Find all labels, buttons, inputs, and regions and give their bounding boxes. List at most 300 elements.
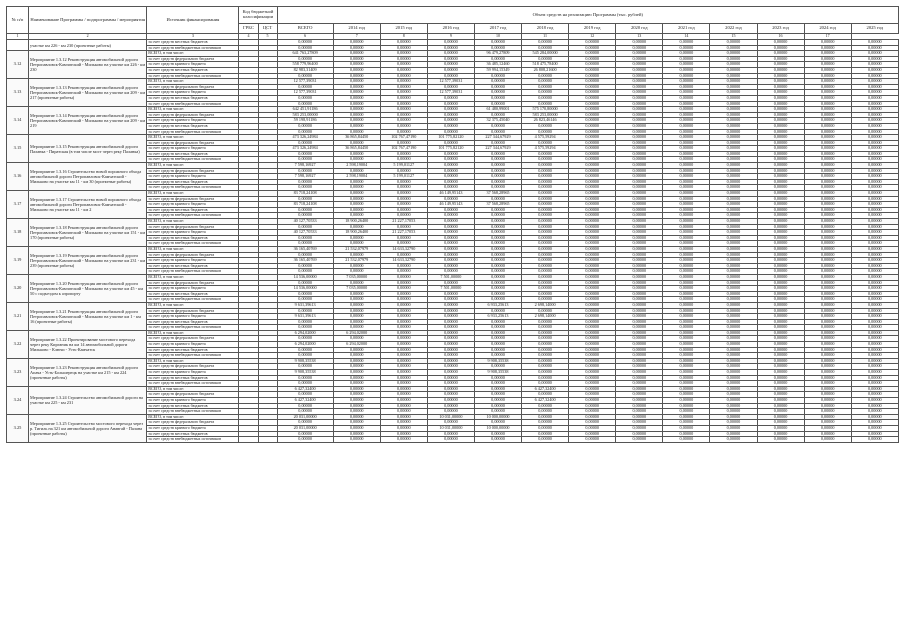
- header-year: 2019 год: [569, 24, 616, 34]
- value-cell: 0,00000: [474, 308, 521, 314]
- value-cell: 0,00000: [804, 174, 851, 180]
- value-cell: 21 532,07979: [333, 258, 380, 264]
- fin-source-cell: за счет средств местных бюджетов: [147, 207, 239, 213]
- value-cell: 0,00000: [380, 286, 427, 292]
- value-cell: 0,00000: [616, 123, 663, 129]
- value-cell: 0,00000: [380, 302, 427, 308]
- value-cell: 0,00000: [616, 319, 663, 325]
- value-cell: 0,00000: [757, 280, 804, 286]
- value-cell: 0,00000: [804, 269, 851, 275]
- value-cell: 0,00000: [277, 308, 333, 314]
- value-cell: 0,00000: [427, 241, 474, 247]
- value-cell: 518 475,78400: [522, 62, 569, 68]
- value-cell: 0,00000: [333, 302, 380, 308]
- value-cell: 0,00000: [333, 79, 380, 85]
- value-cell: 0,00000: [616, 358, 663, 364]
- value-cell: 0,00000: [663, 280, 710, 286]
- value-cell: 0,00000: [522, 101, 569, 107]
- value-cell: 0,00000: [663, 342, 710, 348]
- value-cell: 0,00000: [757, 241, 804, 247]
- value-cell: 0,00000: [757, 40, 804, 46]
- value-cell: 0,00000: [616, 224, 663, 230]
- value-cell: 0,00000: [569, 386, 616, 392]
- value-cell: 0,00000: [522, 308, 569, 314]
- value-cell: 0,00000: [710, 308, 757, 314]
- value-cell: 0,00000: [569, 67, 616, 73]
- value-cell: 0,00000: [663, 392, 710, 398]
- value-cell: 0,00000: [757, 230, 804, 236]
- value-cell: 0,00000: [616, 286, 663, 292]
- value-cell: 46 149,95143: [427, 191, 474, 197]
- value-cell: 4 575,59294: [522, 146, 569, 152]
- value-cell: 0,00000: [569, 202, 616, 208]
- value-cell: 0,00000: [757, 56, 804, 62]
- value-cell: 0,00000: [277, 95, 333, 101]
- fin-source-cell: за счет средств внебюджетных источников: [147, 297, 239, 303]
- value-cell: 0,00000: [474, 174, 521, 180]
- value-cell: 0,00000: [427, 375, 474, 381]
- value-cell: 0,00000: [380, 67, 427, 73]
- value-cell: 0,00000: [663, 398, 710, 404]
- value-cell: 0,00000: [380, 196, 427, 202]
- value-cell: 0,00000: [851, 224, 898, 230]
- value-cell: 0,00000: [569, 358, 616, 364]
- column-number: 9: [427, 34, 474, 40]
- value-cell: 0,00000: [710, 403, 757, 409]
- value-cell: 0,00000: [804, 196, 851, 202]
- value-cell: 0,00000: [380, 107, 427, 113]
- value-cell: 0,00000: [710, 398, 757, 404]
- value-cell: 0,00000: [474, 40, 521, 46]
- value-cell: 0,00000: [663, 185, 710, 191]
- header-year: 2022 год: [710, 24, 757, 34]
- value-cell: 0,00000: [333, 213, 380, 219]
- value-cell: 0,00000: [804, 375, 851, 381]
- value-cell: 0,00000: [616, 241, 663, 247]
- value-cell: 0,00000: [380, 347, 427, 353]
- row-name: Мероприятие 1.3.20 Реконструкция автомобильной дороги Петропавловск-Камчатский - Мильково на участке км 45 - км 50 с подъездом к аэропорту: [29, 274, 147, 302]
- value-cell: 0,00000: [474, 157, 521, 163]
- value-cell: 36 485,12460: [474, 62, 521, 68]
- column-number: 16: [757, 34, 804, 40]
- value-cell: 0,00000: [427, 118, 474, 124]
- fin-source-cell: за счет средств федерального бюджета: [147, 308, 239, 314]
- fin-source-cell: за счет средств местных бюджетов: [147, 40, 239, 46]
- value-cell: 0,00000: [380, 213, 427, 219]
- value-cell: 0,00000: [757, 297, 804, 303]
- value-cell: 0,00000: [277, 123, 333, 129]
- value-cell: 0,00000: [851, 241, 898, 247]
- value-cell: 0,00000: [569, 274, 616, 280]
- value-cell: 0,00000: [569, 79, 616, 85]
- value-cell: 0,00000: [804, 40, 851, 46]
- value-cell: 0,00000: [380, 420, 427, 426]
- value-cell: 26 823,46146: [522, 118, 569, 124]
- value-cell: 0,00000: [757, 112, 804, 118]
- value-cell: 0,00000: [427, 246, 474, 252]
- value-cell: 0,00000: [616, 174, 663, 180]
- value-cell: 0,00000: [663, 302, 710, 308]
- value-cell: 0,00000: [427, 381, 474, 387]
- value-cell: 0,00000: [616, 403, 663, 409]
- row-index: 3.25: [7, 414, 29, 442]
- value-cell: 0,00000: [710, 409, 757, 415]
- value-cell: 0,00000: [710, 207, 757, 213]
- value-cell: 0,00000: [277, 319, 333, 325]
- value-cell: 0,00000: [663, 168, 710, 174]
- value-cell: 36 165,40769: [277, 246, 333, 252]
- value-cell: 0,00000: [663, 101, 710, 107]
- value-cell: 0,00000: [804, 392, 851, 398]
- row-index: 3.12: [7, 51, 29, 79]
- value-cell: 0,00000: [380, 62, 427, 68]
- header-year: 2023 год: [757, 24, 804, 34]
- value-cell: 0,00000: [851, 56, 898, 62]
- value-cell: 0,00000: [851, 398, 898, 404]
- value-cell: 32 375,45040: [474, 118, 521, 124]
- value-cell: 0,00000: [569, 347, 616, 353]
- value-cell: 0,00000: [427, 258, 474, 264]
- value-cell: 0,00000: [427, 437, 474, 443]
- value-cell: 0,00000: [427, 297, 474, 303]
- value-cell: 0,00000: [616, 381, 663, 387]
- fin-source-cell: за счет средств краевого бюджета: [147, 202, 239, 208]
- budget-table: [6, 6, 899, 443]
- value-cell: 0,00000: [569, 342, 616, 348]
- value-cell: 0,00000: [522, 246, 569, 252]
- value-cell: 0,00000: [333, 308, 380, 314]
- value-cell: 0,00000: [663, 118, 710, 124]
- value-cell: 0,00000: [380, 235, 427, 241]
- value-cell: 7 598,16927: [277, 163, 333, 169]
- value-cell: 0,00000: [474, 364, 521, 370]
- value-cell: 0,00000: [851, 112, 898, 118]
- value-cell: 0,00000: [851, 157, 898, 163]
- value-cell: 0,00000: [710, 174, 757, 180]
- value-cell: 0,00000: [804, 123, 851, 129]
- value-cell: 18 900,26400: [333, 219, 380, 225]
- fin-source-cell: за счет средств внебюджетных источников: [147, 325, 239, 331]
- value-cell: 0,00000: [616, 135, 663, 141]
- value-cell: 0,00000: [663, 308, 710, 314]
- value-cell: 0,00000: [710, 123, 757, 129]
- value-cell: 37 568,28965: [474, 202, 521, 208]
- value-cell: 0,00000: [804, 364, 851, 370]
- value-cell: 0,00000: [616, 437, 663, 443]
- value-cell: 0,00000: [663, 146, 710, 152]
- value-cell: 0,00000: [710, 280, 757, 286]
- fin-source-cell: за счет средств внебюджетных источников: [147, 409, 239, 415]
- value-cell: 0,00000: [380, 84, 427, 90]
- value-cell: 0,00000: [616, 325, 663, 331]
- value-cell: 0,00000: [616, 79, 663, 85]
- value-cell: 0,00000: [474, 73, 521, 79]
- fin-source-cell: за счет средств местных бюджетов: [147, 95, 239, 101]
- value-cell: 0,00000: [474, 246, 521, 252]
- value-cell: 0,00000: [757, 129, 804, 135]
- value-cell: 0,00000: [710, 107, 757, 113]
- value-cell: 0,00000: [757, 381, 804, 387]
- value-cell: 0,00000: [804, 146, 851, 152]
- value-cell: 6 427,32400: [277, 386, 333, 392]
- value-cell: 0,00000: [757, 202, 804, 208]
- value-cell: 0,00000: [663, 420, 710, 426]
- fin-source-cell: за счет средств внебюджетных источников: [147, 381, 239, 387]
- value-cell: 0,00000: [804, 163, 851, 169]
- value-cell: 0,00000: [616, 392, 663, 398]
- value-cell: 0,00000: [757, 437, 804, 443]
- value-cell: 0,00000: [427, 319, 474, 325]
- value-cell: 0,00000: [804, 325, 851, 331]
- value-cell: 0,00000: [333, 314, 380, 320]
- value-cell: 0,00000: [333, 403, 380, 409]
- value-cell: 0,00000: [380, 319, 427, 325]
- value-cell: 6 294,02000: [333, 342, 380, 348]
- value-cell: 0,00000: [380, 386, 427, 392]
- value-cell: 0,00000: [757, 84, 804, 90]
- value-cell: 0,00000: [569, 235, 616, 241]
- value-cell: 0,00000: [757, 45, 804, 51]
- value-cell: 59 198,91186: [277, 118, 333, 124]
- value-cell: 0,00000: [569, 174, 616, 180]
- value-cell: 0,00000: [474, 291, 521, 297]
- value-cell: 21 227,17053: [380, 230, 427, 236]
- value-cell: 0,00000: [277, 185, 333, 191]
- fin-source-cell: за счет средств местных бюджетов: [147, 151, 239, 157]
- value-cell: 7 035,00000: [333, 286, 380, 292]
- value-cell: 0,00000: [663, 437, 710, 443]
- value-cell: 0,00000: [474, 386, 521, 392]
- value-cell: 0,00000: [804, 370, 851, 376]
- value-cell: 0,00000: [474, 230, 521, 236]
- value-cell: 0,00000: [663, 123, 710, 129]
- value-cell: 0,00000: [804, 403, 851, 409]
- value-cell: 0,00000: [277, 73, 333, 79]
- fin-source-cell: за счет средств федерального бюджета: [147, 56, 239, 62]
- value-cell: 0,00000: [380, 56, 427, 62]
- value-cell: 0,00000: [522, 185, 569, 191]
- value-cell: 0,00000: [522, 191, 569, 197]
- value-cell: 0,00000: [757, 67, 804, 73]
- value-cell: 0,00000: [277, 336, 333, 342]
- value-cell: 0,00000: [333, 437, 380, 443]
- header-year: 2014 год: [333, 24, 380, 34]
- value-cell: 14 633,32790: [380, 258, 427, 264]
- value-cell: 0,00000: [333, 95, 380, 101]
- value-cell: 0,00000: [569, 135, 616, 141]
- row-index: 3.24: [7, 386, 29, 414]
- value-cell: 0,00000: [380, 151, 427, 157]
- value-cell: 0,00000: [277, 40, 333, 46]
- value-cell: 0,00000: [804, 157, 851, 163]
- value-cell: 0,00000: [333, 168, 380, 174]
- value-cell: 0,00000: [427, 101, 474, 107]
- value-cell: 0,00000: [277, 347, 333, 353]
- value-cell: 0,00000: [474, 258, 521, 264]
- value-cell: 0,00000: [616, 370, 663, 376]
- value-cell: 0,00000: [663, 79, 710, 85]
- value-cell: 0,00000: [757, 409, 804, 415]
- value-cell: 0,00000: [380, 403, 427, 409]
- value-cell: 0,00000: [569, 297, 616, 303]
- value-cell: 0,00000: [851, 174, 898, 180]
- value-cell: 0,00000: [710, 185, 757, 191]
- value-cell: 0,00000: [616, 364, 663, 370]
- value-cell: 0,00000: [710, 342, 757, 348]
- value-cell: 0,00000: [851, 196, 898, 202]
- value-cell: 0,00000: [333, 73, 380, 79]
- value-cell: 0,00000: [333, 325, 380, 331]
- value-cell: 0,00000: [333, 196, 380, 202]
- value-cell: 0,00000: [380, 112, 427, 118]
- value-cell: 0,00000: [851, 84, 898, 90]
- value-cell: 583 253,00000: [277, 112, 333, 118]
- value-cell: 0,00000: [380, 202, 427, 208]
- value-cell: 0,00000: [710, 179, 757, 185]
- value-cell: 0,00000: [380, 330, 427, 336]
- value-cell: 0,00000: [663, 135, 710, 141]
- value-cell: 0,00000: [380, 51, 427, 57]
- value-cell: 7 598,16927: [277, 174, 333, 180]
- fin-source-cell: за счет средств внебюджетных источников: [147, 129, 239, 135]
- value-cell: 0,00000: [851, 342, 898, 348]
- value-cell: 0,00000: [427, 219, 474, 225]
- value-cell: 0,00000: [851, 168, 898, 174]
- fin-source-cell: за счет средств внебюджетных источников: [147, 437, 239, 443]
- fin-source-cell: за счет средств краевого бюджета: [147, 342, 239, 348]
- value-cell: 0,00000: [333, 224, 380, 230]
- header-year: 2024 год: [804, 24, 851, 34]
- value-cell: 0,00000: [851, 235, 898, 241]
- value-cell: 0,00000: [710, 129, 757, 135]
- fin-source-cell: за счет средств местных бюджетов: [147, 347, 239, 353]
- value-cell: 0,00000: [663, 286, 710, 292]
- value-cell: 0,00000: [522, 241, 569, 247]
- value-cell: 0,00000: [757, 140, 804, 146]
- value-cell: 0,00000: [427, 174, 474, 180]
- value-cell: 0,00000: [804, 308, 851, 314]
- value-cell: 10 031,00000: [427, 425, 474, 431]
- fin-source-cell: за счет средств федерального бюджета: [147, 168, 239, 174]
- value-cell: 0,00000: [569, 258, 616, 264]
- value-cell: 0,00000: [710, 375, 757, 381]
- value-cell: 0,00000: [804, 297, 851, 303]
- value-cell: 0,00000: [569, 140, 616, 146]
- value-cell: 5 199,01127: [380, 163, 427, 169]
- value-cell: 82 983,31409: [277, 67, 333, 73]
- value-cell: 0,00000: [569, 364, 616, 370]
- value-cell: 0,00000: [522, 336, 569, 342]
- value-cell: 642 451,91186: [277, 107, 333, 113]
- row-name: Мероприятие 1.3.24 Строительство автомобильной дороги на участке км 225 - км 231: [29, 386, 147, 414]
- value-cell: 0,00000: [277, 168, 333, 174]
- value-cell: 0,00000: [616, 291, 663, 297]
- value-cell: 0,00000: [710, 163, 757, 169]
- value-cell: 0,00000: [522, 414, 569, 420]
- fin-source-cell: за счет средств краевого бюджета: [147, 118, 239, 124]
- value-cell: 0,00000: [277, 269, 333, 275]
- fin-source-cell: ВСЕГО, в том числе:: [147, 163, 239, 169]
- value-cell: 0,00000: [663, 157, 710, 163]
- value-cell: 0,00000: [474, 353, 521, 359]
- value-cell: 0,00000: [474, 420, 521, 426]
- header-grbs: ГРБС: [239, 24, 258, 34]
- value-cell: 0,00000: [522, 73, 569, 79]
- value-cell: 0,00000: [757, 386, 804, 392]
- value-cell: 0,00000: [380, 370, 427, 376]
- value-cell: 0,00000: [569, 403, 616, 409]
- value-cell: 0,00000: [851, 219, 898, 225]
- value-cell: 0,00000: [427, 336, 474, 342]
- value-cell: 0,00000: [277, 213, 333, 219]
- value-cell: 0,00000: [380, 336, 427, 342]
- value-cell: 36 865,84450: [333, 146, 380, 152]
- value-cell: 0,00000: [663, 291, 710, 297]
- value-cell: 0,00000: [333, 364, 380, 370]
- value-cell: 0,00000: [804, 235, 851, 241]
- value-cell: 0,00000: [616, 107, 663, 113]
- value-cell: 0,00000: [851, 381, 898, 387]
- value-cell: 0,00000: [710, 274, 757, 280]
- value-cell: 0,00000: [569, 56, 616, 62]
- value-cell: 0,00000: [663, 163, 710, 169]
- value-cell: 0,00000: [427, 107, 474, 113]
- value-cell: 0,00000: [757, 353, 804, 359]
- value-cell: 0,00000: [522, 330, 569, 336]
- row-name: Мероприятие 1.3.14 Реконструкция автомобильной дороги Петропавловск-Камчатский - Мильково на участке км 209 - км 219: [29, 107, 147, 135]
- value-cell: 0,00000: [427, 364, 474, 370]
- value-cell: 96 479,27809: [474, 51, 521, 57]
- fin-source-cell: ВСЕГО, в том числе:: [147, 246, 239, 252]
- value-cell: 102 767,47190: [380, 135, 427, 141]
- value-cell: 0,00000: [522, 409, 569, 415]
- value-cell: 0,00000: [380, 263, 427, 269]
- fin-source-cell: ВСЕГО, в том числе:: [147, 330, 239, 336]
- value-cell: 0,00000: [757, 398, 804, 404]
- value-cell: 0,00000: [710, 370, 757, 376]
- value-cell: 0,00000: [616, 280, 663, 286]
- value-cell: 9 908,35538: [474, 370, 521, 376]
- value-cell: 0,00000: [333, 392, 380, 398]
- value-cell: 36 865,84450: [333, 135, 380, 141]
- value-cell: 0,00000: [380, 274, 427, 280]
- value-cell: 0,00000: [277, 263, 333, 269]
- fin-source-cell: за счет средств краевого бюджета: [147, 398, 239, 404]
- column-number: 10: [474, 34, 521, 40]
- value-cell: 0,00000: [522, 370, 569, 376]
- value-cell: 0,00000: [616, 308, 663, 314]
- value-cell: 2 598,19004: [333, 174, 380, 180]
- value-cell: 0,00000: [757, 191, 804, 197]
- value-cell: 0,00000: [663, 414, 710, 420]
- value-cell: 0,00000: [757, 358, 804, 364]
- value-cell: 0,00000: [474, 45, 521, 51]
- value-cell: 0,00000: [427, 224, 474, 230]
- value-cell: 0,00000: [333, 291, 380, 297]
- fin-source-cell: за счет средств федерального бюджета: [147, 140, 239, 146]
- value-cell: 0,00000: [710, 258, 757, 264]
- value-cell: 0,00000: [333, 123, 380, 129]
- value-cell: 0,00000: [474, 123, 521, 129]
- value-cell: 101 775,82120: [427, 146, 474, 152]
- value-cell: 0,00000: [333, 129, 380, 135]
- value-cell: 0,00000: [663, 174, 710, 180]
- value-cell: 0,00000: [380, 118, 427, 124]
- value-cell: 0,00000: [522, 168, 569, 174]
- value-cell: 0,00000: [380, 185, 427, 191]
- value-cell: 0,00000: [522, 219, 569, 225]
- value-cell: 0,00000: [474, 185, 521, 191]
